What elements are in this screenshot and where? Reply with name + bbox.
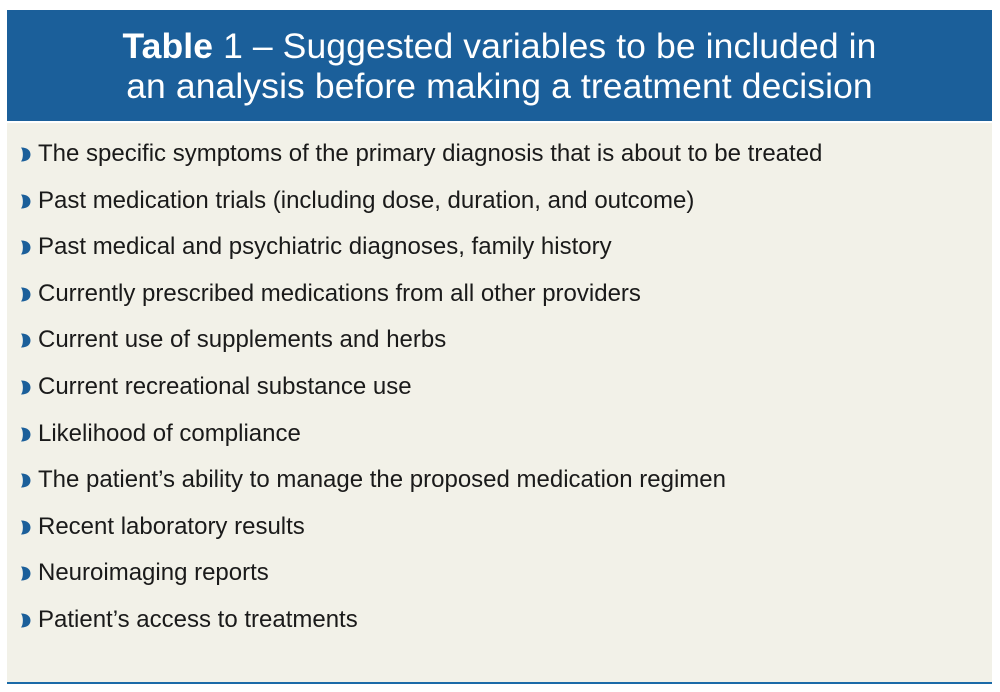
half-circle-bullet-icon — [20, 240, 31, 255]
list-item-text: Current use of supplements and herbs — [38, 326, 447, 354]
list-item — [7, 275, 992, 322]
table-box — [7, 10, 992, 684]
list-item-text: The specific symptoms of the primary diagnosis that is about to be treated — [38, 140, 823, 167]
list-item-text: Currently prescribed medications from all other providers — [38, 279, 641, 307]
list-item — [7, 461, 992, 508]
list-item — [7, 601, 992, 648]
list-item-text: Past medical and psychiatric diagnoses, family history — [38, 233, 612, 261]
list-item-text: Recent laboratory results — [38, 512, 305, 540]
list-item-text: Past medication trials (including dose, duration, and outcome) — [38, 186, 695, 214]
list-item — [7, 228, 992, 275]
list-item — [7, 415, 992, 462]
table-title-line-2: an analysis before making a treatment decision — [126, 66, 873, 106]
list-item — [7, 321, 992, 368]
list-item — [7, 554, 992, 601]
list-item-text: Current recreational substance use — [38, 372, 412, 400]
list-item-text: Likelihood of compliance — [38, 419, 301, 447]
table-title-line-1 — [7, 26, 992, 66]
half-circle-bullet-icon — [20, 613, 31, 628]
list-item-text: The patient’s ability to manage the proposed medication regimen — [38, 466, 726, 494]
half-circle-bullet-icon — [20, 333, 31, 348]
list-item — [7, 508, 992, 555]
half-circle-bullet-icon — [20, 147, 31, 162]
half-circle-bullet-icon — [20, 473, 31, 488]
list-item — [7, 368, 992, 415]
list-item-text: Neuroimaging reports — [38, 559, 269, 587]
table-label: Table — [122, 26, 214, 66]
half-circle-bullet-icon — [20, 520, 31, 535]
table-number: 1 — [223, 26, 243, 66]
table-header — [7, 10, 992, 123]
list-item — [7, 182, 992, 229]
variable-list — [7, 135, 992, 648]
half-circle-bullet-icon — [20, 427, 31, 442]
half-circle-bullet-icon — [20, 380, 31, 395]
half-circle-bullet-icon — [20, 194, 31, 209]
list-item-text: Patient’s access to treatments — [38, 605, 358, 633]
half-circle-bullet-icon — [20, 287, 31, 302]
list-item — [7, 135, 992, 182]
table-title-text: – Suggested variables to be included in — [242, 26, 877, 66]
half-circle-bullet-icon — [20, 566, 31, 581]
